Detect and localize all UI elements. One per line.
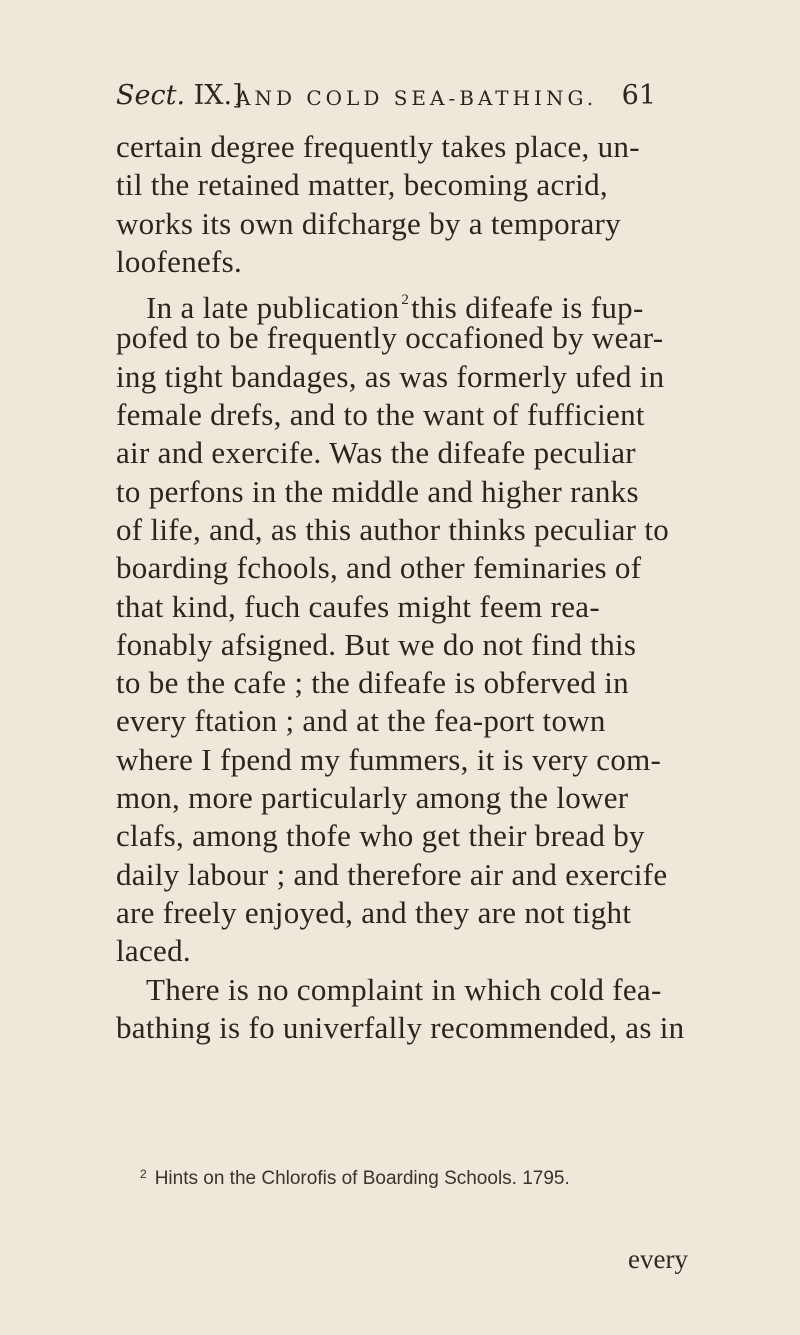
section-reference [116,76,243,116]
section-number: IX.] [193,80,243,111]
text-segment: In a late publication [146,290,400,326]
footnote-reference-mark: 2 [401,292,410,309]
text-line: that kind, fuch caufes might feem rea- [116,588,600,624]
running-title: AND COLD SEA-BATHING. [236,86,598,110]
text-line: to perfons in the middle and higher ranks [116,473,639,509]
text-line: certain degree frequently takes place, un- [116,129,640,164]
text-line: to be the cafe ; the difeafe is obferved in [116,665,629,701]
text-line: are freely enjoyed, and they are not tight [116,894,632,930]
text-line: pofed to be frequently occafioned by wear- [116,320,664,356]
text-line: daily labour ; and therefore air and exercife [116,856,668,892]
text-line: loofenefs. [116,243,243,279]
text-line: works its own difcharge by a temporary [116,205,621,241]
text-line: ing tight bandages, as was formerly ufed in [116,358,665,394]
section-label: Sect. [116,80,186,111]
paragraph-start-line: There is no complaint in which cold fea- [146,971,662,1007]
paragraph-start-line [116,281,676,326]
body-text [116,128,685,1047]
text-line: every ftation ; and at the fea-port town [116,703,606,739]
running-header [116,76,656,116]
text-line: boarding fchools, and other feminaries of [116,550,642,586]
footnote [140,1161,660,1192]
catchword: every [628,1244,688,1274]
text-line: laced. [116,933,191,969]
footnote-number: 2 [140,1167,147,1181]
text-line: air and exercife. Was the difeafe peculiar [116,435,636,471]
text-line: female drefs, and to the want of fufficient [116,397,645,433]
footnote-text: Hints on the Chlorofis of Boarding Schools. 1795. [154,1168,570,1189]
text-line: bathing is fo univerfally recommended, as in [116,1009,685,1045]
text-line: fonably afsigned. But we do not find this [116,626,637,662]
text-line: of life, and, as this author thinks peculiar to [116,511,670,547]
page-number: 61 [621,80,656,111]
text-line: til the retained matter, becoming acrid, [116,167,608,203]
text-line: clafs, among thofe who get their bread by [116,818,645,854]
text-segment: this difeafe is fup- [411,290,644,326]
text-line: where I fpend my fummers, it is very com- [116,741,662,777]
text-line: mon, more particularly among the lower [116,780,629,816]
